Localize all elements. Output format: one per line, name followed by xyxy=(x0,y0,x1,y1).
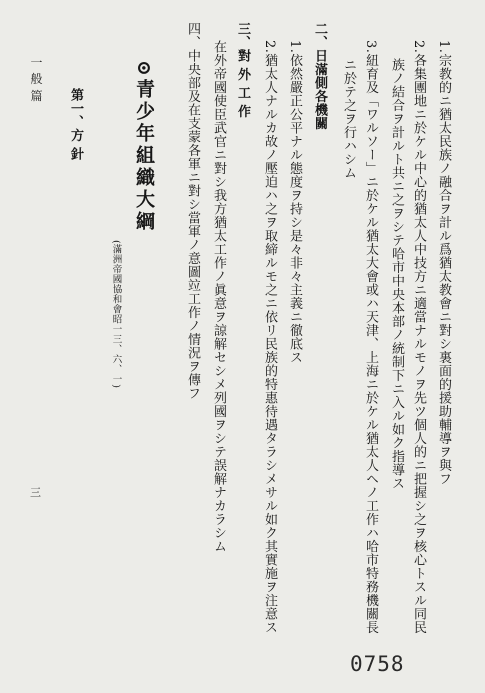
page-number: 三 xyxy=(30,486,41,499)
document-title: ⊙青少年組織大綱 xyxy=(133,60,155,233)
section-heading-2: 二、日滿側各機關 xyxy=(312,22,327,130)
text-column-2: 2.各集團地ニ於ケル中心的猶太人中技方ニ適當ナルモノヲ先ツ個人的ニ把握シ之ヲ核心トスル同民 xyxy=(411,40,426,634)
subsection-general: 一 般 篇 xyxy=(29,56,43,102)
text-column-10: 在外帝國使臣武官ニ對シ我方猶太工作ノ眞意ヲ諒解セシメ列國ヲシテ誤解ナカラシム xyxy=(211,40,226,553)
section-heading-3: 三、對 外 工 作 xyxy=(235,22,250,119)
text-column-3: 族ノ結合ヲ計ルト共ニ之ヲシテ哈市中央本部ノ統制下ニ入ル如ク指導ス xyxy=(389,58,404,490)
archive-stamp-number: 0758 xyxy=(350,652,405,676)
title-date-note: (滿洲帝國協和會昭一三、六、一) xyxy=(110,240,122,389)
text-column-7: 1.依然嚴正公平ナル態度ヲ持シ是々非々主義ニ徹底ス xyxy=(287,40,302,364)
section-heading-4: 四、中央部及在支蒙各軍ニ對シ當軍ノ意圖竝工作ノ情況ヲ傳フ xyxy=(185,22,200,400)
text-column-1: 1.宗教的ニ猶太民族ノ融合ヲ計ル爲猶太教會ニ對シ裏面的援助輔導ヲ與フ xyxy=(436,40,451,486)
section-heading-policy: 第一、方 針 xyxy=(68,88,83,161)
text-column-5: ニ於テ之ヲ行ハシム xyxy=(341,58,356,180)
text-column-8: 2.猶太人ナルカ故ノ壓迫ハ之ヲ取締ルモ之ニ依リ民族的特惠待遇タラシメサル如ク其實施ヲ注意ス xyxy=(262,40,277,634)
text-column-4: 3.紐育及「ワルソー」ニ於ケル猶太大會或ハ天津、上海ニ於ケル猶太人ヘノ工作ハ哈市特務機關長 xyxy=(363,40,378,634)
